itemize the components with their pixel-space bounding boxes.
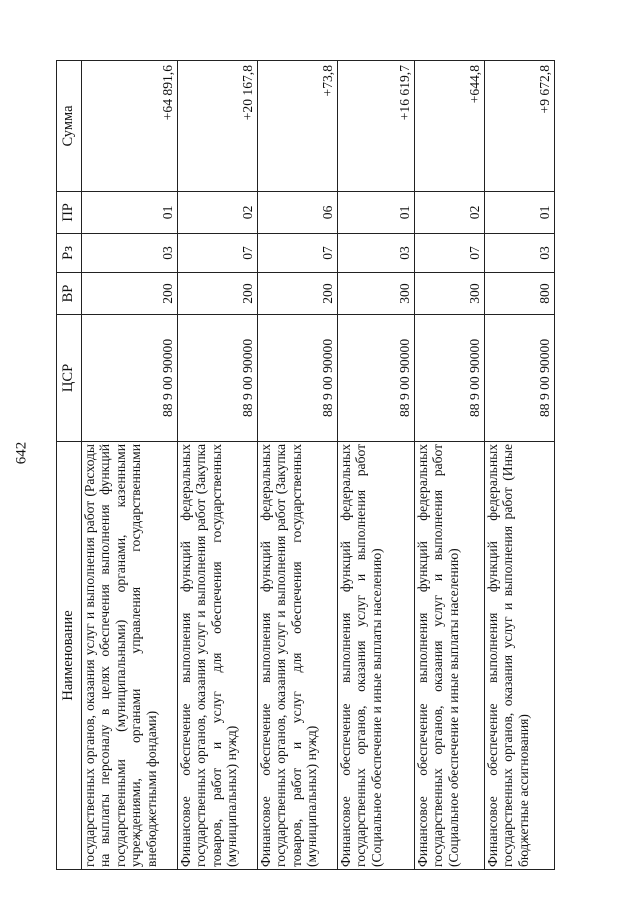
table-row <box>415 61 485 870</box>
row-csr: 88 9 00 90000 <box>415 314 485 441</box>
budget-table <box>56 60 555 870</box>
page-number-text: 642 <box>13 441 30 465</box>
row-csr: 88 9 00 90000 <box>338 314 415 441</box>
row-pr: 01 <box>485 191 555 233</box>
header-vr: ВР <box>57 273 82 315</box>
header-row <box>57 61 82 870</box>
row-sum: +9 672,8 <box>485 61 555 192</box>
row-name: Финансовое обеспечение выполнения функций федеральных государственных органов, оказания услуг и выполнения работ (Социальное обеспечение и иные выплаты населению) <box>338 441 415 869</box>
row-sum: +16 619,7 <box>338 61 415 192</box>
table-row <box>178 61 258 870</box>
row-pr: 06 <box>258 191 338 233</box>
row-pr: 01 <box>338 191 415 233</box>
table-row <box>485 61 555 870</box>
row-name: Финансовое обеспечение выполнения функций федеральных государственных органов, оказания услуг и выполнения работ (Иные бюджетные ассигнования) <box>485 441 555 869</box>
header-sum: Сумма <box>57 61 82 192</box>
row-rz: 07 <box>178 233 258 272</box>
row-sum: +64 891,6 <box>82 61 178 192</box>
row-sum: +20 167,8 <box>178 61 258 192</box>
row-name: Финансовое обеспечение выполнения функций федеральных государственных органов, оказания услуг и выполнения работ (Закупка товаров, работ и услуг для обеспечения государственных (муниципальных) нужд) <box>258 441 338 869</box>
row-sum: +644,8 <box>415 61 485 192</box>
row-rz: 03 <box>485 233 555 272</box>
table-row <box>258 61 338 870</box>
page-number <box>14 440 30 466</box>
row-vr: 200 <box>82 273 178 315</box>
row-pr: 02 <box>415 191 485 233</box>
header-rz: Рз <box>57 233 82 272</box>
row-csr: 88 9 00 90000 <box>82 314 178 441</box>
row-pr: 02 <box>178 191 258 233</box>
row-csr: 88 9 00 90000 <box>178 314 258 441</box>
row-csr: 88 9 00 90000 <box>258 314 338 441</box>
row-name: Финансовое обеспечение выполнения функций федеральных государственных органов, оказания услуг и выполнения работ (Социальное обеспечение и иные выплаты населению) <box>415 441 485 869</box>
header-csr: ЦСР <box>57 314 82 441</box>
row-vr: 200 <box>178 273 258 315</box>
table-row <box>82 61 178 870</box>
header-pr: ПР <box>57 191 82 233</box>
row-csr: 88 9 00 90000 <box>485 314 555 441</box>
row-vr: 800 <box>485 273 555 315</box>
row-vr: 200 <box>258 273 338 315</box>
row-pr: 01 <box>82 191 178 233</box>
table-row <box>338 61 415 870</box>
rotated-page <box>56 60 612 870</box>
row-rz: 03 <box>82 233 178 272</box>
row-name: государственных органов, оказания услуг и выполнения работ (Расходы на выплаты персоналу в целях обеспечения выполнения функций государственными (муниципальными) органами, казенными учреждениями, органами управления государственными внебюджетными фондами) <box>82 441 178 869</box>
row-rz: 07 <box>415 233 485 272</box>
row-vr: 300 <box>338 273 415 315</box>
row-name: Финансовое обеспечение выполнения функций федеральных государственных органов, оказания услуг и выполнения работ (Закупка товаров, работ и услуг для обеспечения государственных (муниципальных) нужд) <box>178 441 258 869</box>
row-rz: 07 <box>258 233 338 272</box>
header-name: Наименование <box>57 441 82 869</box>
row-sum: +73,8 <box>258 61 338 192</box>
row-vr: 300 <box>415 273 485 315</box>
row-rz: 03 <box>338 233 415 272</box>
